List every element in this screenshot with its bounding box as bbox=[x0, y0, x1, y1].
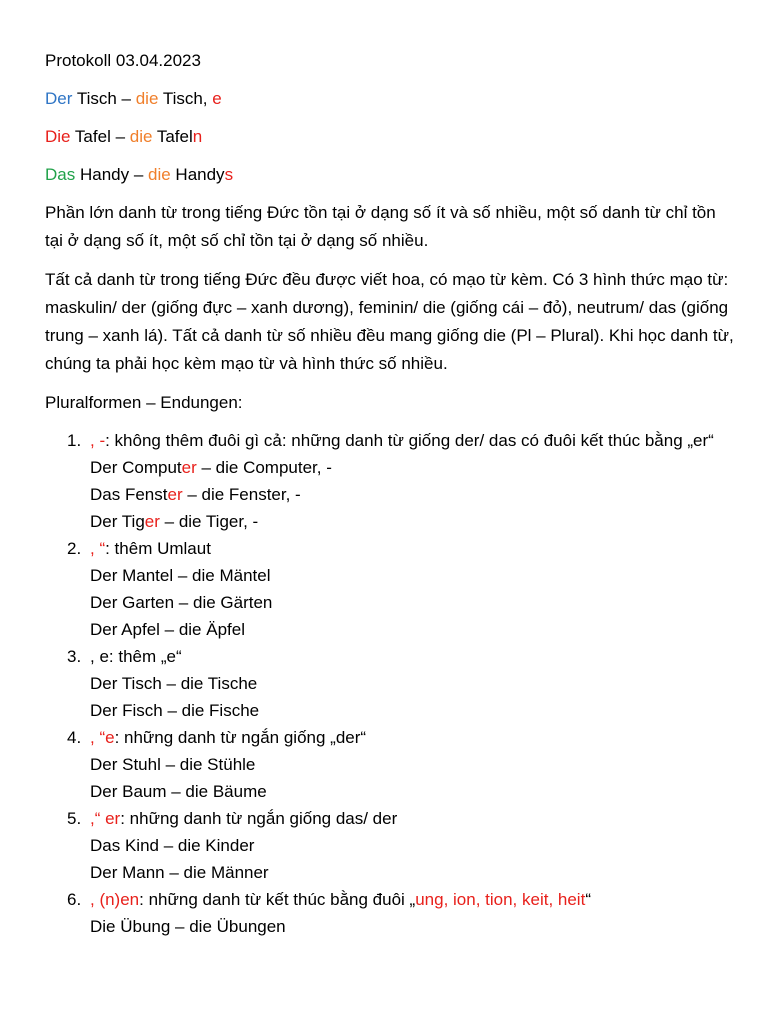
example-row: Die Übung – die Übungen bbox=[90, 917, 286, 936]
ending-marker: , “e bbox=[90, 728, 115, 747]
example-row: Der Tiger – die Tiger, - bbox=[90, 512, 259, 531]
noun-singular: Handy – bbox=[75, 165, 148, 184]
plural-forms-list bbox=[45, 427, 735, 940]
example-row: Der Computer – die Computer, - bbox=[90, 458, 332, 477]
article-die: Die bbox=[45, 127, 71, 146]
paragraph-singular-plural: Phần lớn danh từ trong tiếng Đức tồn tại ở dạng số ít và số nhiều, một số danh từ chỉ tồn tại ở dạng số ít, một số chỉ tồn tại ở dạng số nhiều. bbox=[45, 203, 716, 250]
example-row: Der Mantel – die Mäntel bbox=[90, 566, 271, 585]
rule-description: , e: thêm „e“ bbox=[90, 647, 182, 666]
list-item bbox=[45, 535, 735, 643]
rule-description: : những danh từ ngắn giống „der“ bbox=[114, 728, 367, 747]
article-die-plural: die bbox=[135, 89, 159, 108]
list-item-heading bbox=[90, 724, 735, 751]
rule-description: : những danh từ ngắn giống das/ der bbox=[120, 809, 398, 828]
list-item-heading bbox=[90, 427, 735, 454]
plural-ending: n bbox=[192, 127, 203, 146]
ending-highlight: er bbox=[167, 485, 183, 504]
list-item-heading: , (n)en: những danh từ kết thúc bằng đuôi „ung, ion, tion, keit, heit“ bbox=[90, 890, 591, 909]
list-item bbox=[45, 643, 735, 724]
suffix-highlight: ung, ion, tion, keit, heit bbox=[415, 890, 586, 909]
noun-plural: Tisch, bbox=[158, 89, 213, 108]
list-number: 6. bbox=[67, 890, 82, 909]
list-item bbox=[45, 427, 735, 535]
rule-description: : những danh từ kết thúc bằng đuôi „ bbox=[139, 890, 416, 909]
list-item bbox=[45, 724, 735, 805]
noun-plural: Tafel bbox=[152, 127, 193, 146]
plural-ending: e bbox=[212, 89, 222, 108]
article-die-plural: die bbox=[129, 127, 153, 146]
example-line-masculine bbox=[45, 85, 735, 112]
ending-marker: , - bbox=[90, 431, 106, 450]
list-item-heading bbox=[90, 643, 735, 670]
plural-ending: s bbox=[224, 165, 234, 184]
list-item-heading bbox=[90, 535, 735, 562]
protocol-title: Protokoll 03.04.2023 bbox=[45, 51, 201, 70]
ending-marker: , (n)en bbox=[90, 890, 140, 909]
rule-description: : không thêm đuôi gì cả: những danh từ giống der/ das có đuôi kết thúc bằng „er“ bbox=[105, 431, 714, 450]
article-der: Der bbox=[45, 89, 73, 108]
example-row: Der Apfel – die Äpfel bbox=[90, 620, 245, 639]
ending-highlight: er bbox=[181, 458, 197, 477]
noun-plural: Handy bbox=[170, 165, 225, 184]
list-item-heading bbox=[90, 805, 735, 832]
example-line-neuter bbox=[45, 161, 735, 188]
list-number: 2. bbox=[67, 539, 82, 558]
example-row: Das Fenster – die Fenster, - bbox=[90, 485, 301, 504]
document-content bbox=[45, 47, 735, 940]
example-row: Der Mann – die Männer bbox=[90, 863, 269, 882]
example-row: Der Fisch – die Fische bbox=[90, 701, 260, 720]
ending-marker: , “ bbox=[90, 539, 106, 558]
list-number: 1. bbox=[67, 431, 82, 450]
list-number: 5. bbox=[67, 809, 82, 828]
example-row: Der Tisch – die Tische bbox=[90, 674, 258, 693]
example-row: Der Baum – die Bäume bbox=[90, 782, 267, 801]
example-row: Das Kind – die Kinder bbox=[90, 836, 255, 855]
article-die-plural: die bbox=[148, 165, 171, 184]
article-das: Das bbox=[45, 165, 76, 184]
list-item bbox=[45, 805, 735, 886]
list-item bbox=[45, 886, 735, 940]
paragraph-articles: Tất cả danh từ trong tiếng Đức đều được viết hoa, có mạo từ kèm. Có 3 hình thức mạo từ: maskulin/ der (giống đực – xanh dương), feminin/ die (giống cái – đỏ), neutrum/ das (giống trung – xanh lá). Tất cả danh từ số nhiều đều mang giống die (Pl – Plural). Khi học danh từ, chúng ta phải học kèm mạo từ và hình thức số nhiều. bbox=[45, 270, 734, 373]
plural-heading: Pluralformen – Endungen: bbox=[45, 393, 243, 412]
list-number: 3. bbox=[67, 647, 82, 666]
noun-singular: Tisch – bbox=[72, 89, 136, 108]
example-line-feminine bbox=[45, 123, 735, 150]
list-number: 4. bbox=[67, 728, 82, 747]
ending-highlight: er bbox=[144, 512, 160, 531]
rule-description: : thêm Umlaut bbox=[105, 539, 211, 558]
noun-singular: Tafel – bbox=[70, 127, 130, 146]
ending-marker: ,“ er bbox=[90, 809, 121, 828]
example-row: Der Stuhl – die Stühle bbox=[90, 755, 256, 774]
example-row: Der Garten – die Gärten bbox=[90, 593, 273, 612]
